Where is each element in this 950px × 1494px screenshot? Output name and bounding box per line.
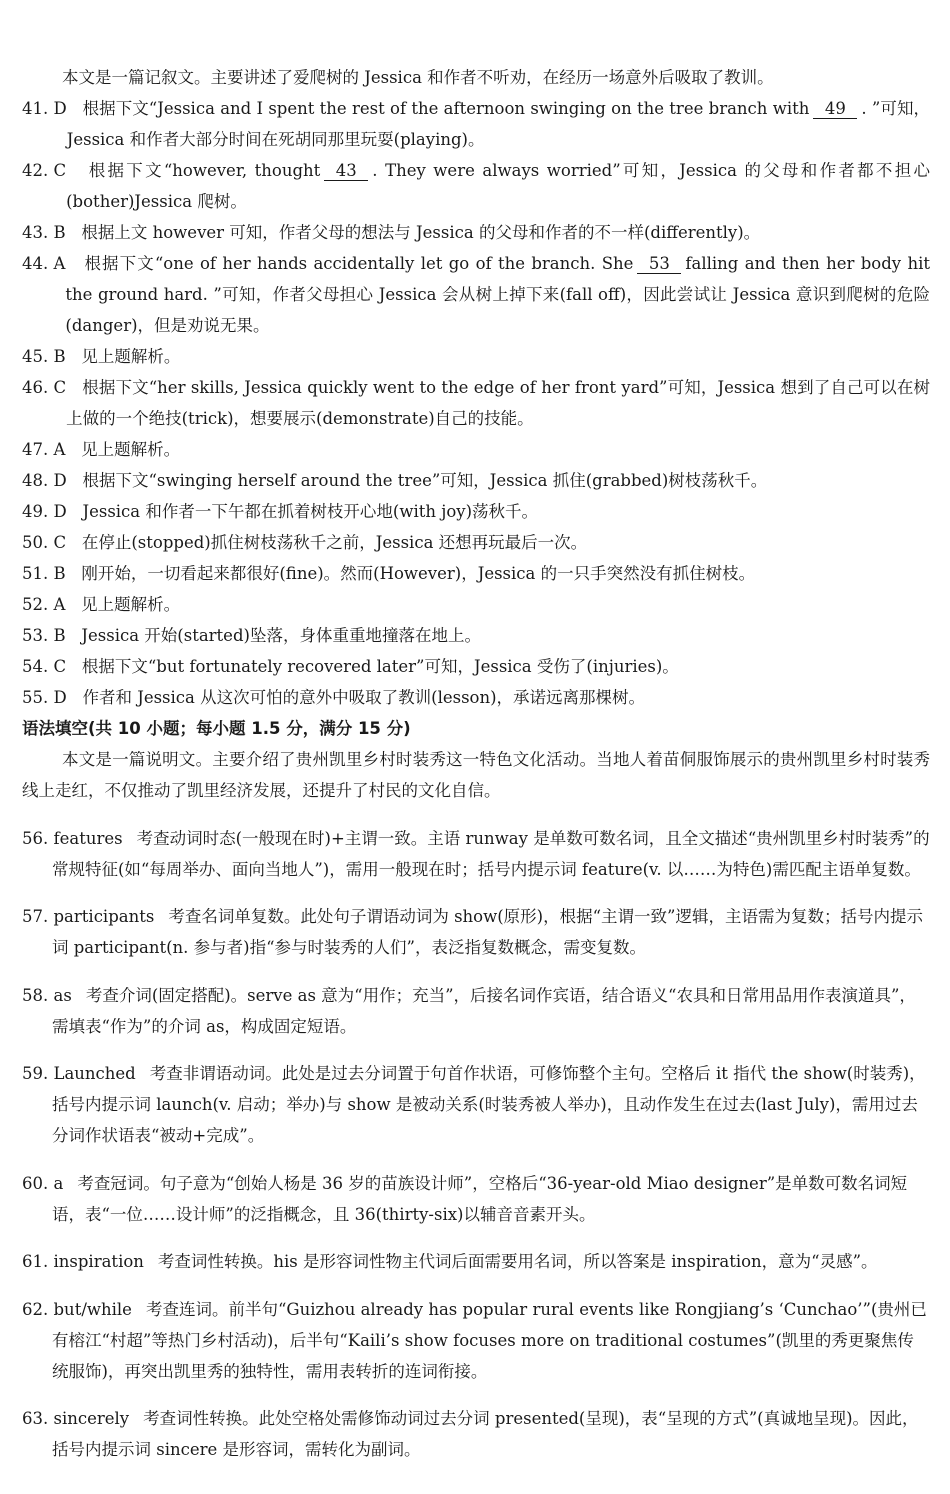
answer-word: participants [53, 907, 155, 926]
answer-blank: 43 [324, 161, 368, 181]
answer-blank: 53 [637, 254, 681, 274]
answer-sheet [22, 62, 930, 1482]
list-item: 54. C 根据下文“but fortunately recovered later”可知，Jessica 受伤了(injuries)。 [22, 657, 679, 676]
answer-word: features [53, 828, 123, 848]
list-item: 50. C 在停止(stopped)抓住树枝荡秋千之前，Jessica 还想再玩最后一次。 [22, 533, 588, 552]
list-item: 57. participants 考查名词单复数。此处句子谓语动词为 show(原形)，根据“主谓一致”逻辑，主语需为复数；括号内提示词 participant(n. 参与者)指“参与时装秀的人们”，表泛指复数概念，需变复数。 [22, 907, 923, 957]
list-item: 43. B 根据上文 however 可知，作者父母的想法与 Jessica 的父母和作者的不一样(differently)。 [22, 223, 761, 242]
list-item: 49. D Jessica 和作者一下午都在抓着树枝开心地(with joy)荡秋千。 [22, 502, 539, 521]
list-item: 41. D 根据下文“Jessica and I spent the rest of the afternoon swinging on the tree branch with 49 . ”可知，Jessica 和作者大部分时间在死胡同那里玩耍(playing)。 [22, 99, 930, 149]
answer-word: but/while [53, 1299, 132, 1319]
answer-word: a [53, 1173, 64, 1193]
list-item: 60. a 考查冠词。句子意为“创始人杨是 36 岁的苗族设计师”，空格后“36-year-old Miao designer”是单数可数名词短语，表“一位……设计师”的泛指概念，且 36(thirty-six)以辅音音素开头。 [22, 1173, 908, 1224]
answer-word: inspiration [53, 1252, 144, 1271]
list-item: 59. Launched 考查非谓语动词。此处是过去分词置于句首作状语，可修饰整个主句。空格后 it 指代 the show(时装秀)，括号内提示词 launch(v. 启动；举办)与 show 是被动关系(时装秀被人举办)，且动作发生在过去(last July)，需用过去分词作状语表“被动+完成”。 [22, 1064, 926, 1145]
list-item: 52. A 见上题解析。 [22, 595, 181, 614]
section-title: 语法填空(共 10 小题；每小题 1.5 分，满分 15 分) [22, 719, 411, 738]
list-item: 62. but/while 考查连词。前半句“Guizhou already has popular rural events like Rongjiang’s ‘Cunchao’”(贵州已有榕江“村超”等热门乡村活动)，后半句“Kaili’s show focuses more on traditional costumes”(凯里的秀更聚焦传统服饰)，再突出凯里秀的独特性，需用表转折的连词衔接。 [22, 1299, 927, 1381]
list-item: 58. as 考查介词(固定搭配)。serve as 意为“用作；充当”，后接名词作宾语，结合语义“农具和日常用品用作表演道具”，需填表“作为”的介词 as，构成固定短语。 [22, 985, 916, 1036]
list-item: 63. sincerely 考查词性转换。此处空格处需修饰动词过去分词 presented(呈现)，表“呈现的方式”(真诚地呈现)。因此，括号内提示词 sincere 是形容词，需转化为副词。 [22, 1409, 919, 1459]
list-item: 51. B 刚开始，一切看起来都很好(fine)。然而(However)，Jessica 的一只手突然没有抓住树枝。 [22, 564, 756, 583]
list-item: 61. inspiration 考查词性转换。his 是形容词性物主代词后面需要用名词，所以答案是 inspiration，意为“灵感”。 [22, 1252, 878, 1271]
list-item: 56. features 考查动词时态(一般现在时)+主谓一致。主语 runway 是单数可数名词，且全文描述“贵州凯里乡村时装秀”的常规特征(如“每周举办、面向当地人”)，需用一般现在时；括号内提示词 feature(v. 以……为特色)需匹配主语单复数。 [22, 828, 930, 879]
list-item: 45. B 见上题解析。 [22, 347, 181, 366]
list-item: 53. B Jessica 开始(started)坠落，身体重重地撞落在地上。 [22, 626, 481, 645]
list-item: 44. A 根据下文“one of her hands accidentally let go of the branch. She 53 falling and then her body hit the ground hard. ”可知，作者父母担心 Jessica 会从树上掉下来(fall off)，因此尝试让 Jessica 意识到爬树的危险(danger)，但是劝说无果。 [22, 254, 930, 335]
answer-word: sincerely [53, 1409, 130, 1428]
answer-blank: 49 [813, 99, 857, 119]
list-item: 42. C 根据下文“however, thought 43 . They were always worried”可知，Jessica 的父母和作者都不担心(bother)Jessica 爬树。 [22, 161, 930, 211]
list-item: 48. D 根据下文“swinging herself around the tree”可知，Jessica 抓住(grabbed)树枝荡秋千。 [22, 471, 768, 490]
list-item: 47. A 见上题解析。 [22, 440, 181, 459]
list-item: 55. D 作者和 Jessica 从这次可怕的意外中吸取了教训(lesson)，承诺远离那棵树。 [22, 688, 646, 707]
answer-word: as [53, 985, 72, 1005]
answer-word: Launched [53, 1064, 136, 1083]
list-item: 46. C 根据下文“her skills, Jessica quickly went to the edge of her front yard”可知，Jessica 想到了自己可以在树上做的一个绝技(trick)，想要展示(demonstrate)自己的技能。 [22, 378, 930, 428]
part2-list [22, 823, 930, 1466]
part1-intro: 本文是一篇记叙文。主要讲述了爱爬树的 Jessica 和作者不听劝，在经历一场意外后吸取了教训。 [62, 68, 774, 87]
part2-intro: 本文是一篇说明文。主要介绍了贵州凯里乡村时装秀这一特色文化活动。当地人着苗侗服饰展示的贵州凯里乡村时装秀线上走红，不仅推动了凯里经济发展，还提升了村民的文化自信。 [22, 750, 930, 800]
part1-list [22, 93, 930, 713]
